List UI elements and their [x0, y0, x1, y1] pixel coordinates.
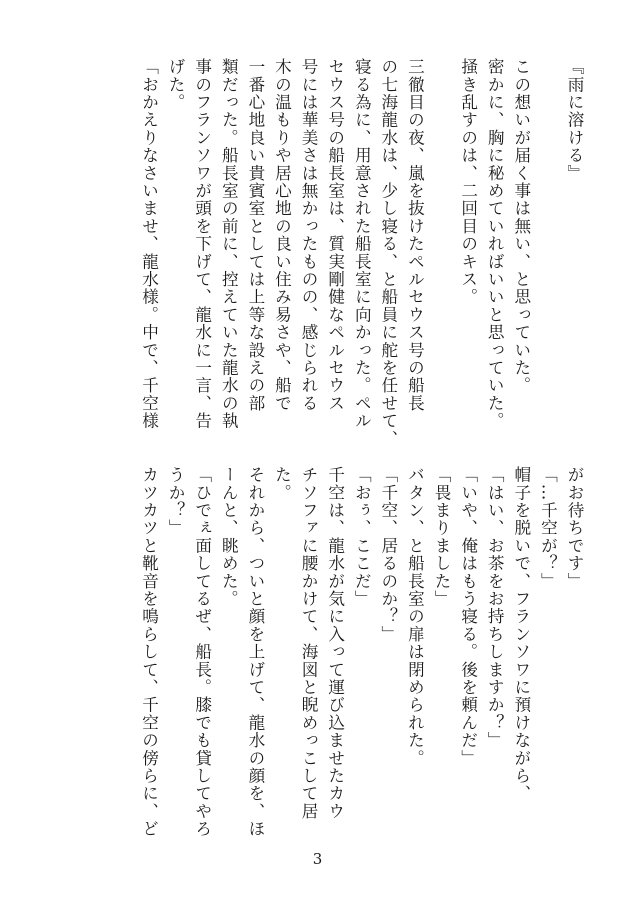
text-line: た。: [272, 466, 292, 502]
text-line: 「はい、お茶をお持ちしますか？」: [485, 466, 505, 750]
text-line: 「畏まりました」: [432, 466, 452, 608]
text-line: カツカツと靴音を鳴らして、千空の傍らに、ど: [139, 466, 159, 838]
text-line: 「いや、俺はもう寝る。後を頼んだ」: [458, 466, 478, 767]
text-column-top-tier: [135, 58, 587, 447]
text-line: 三徹目の夜、嵐を抜けたペルセウス号の船長: [405, 58, 425, 412]
text-column-bottom-tier: [135, 466, 587, 838]
text-line: 「ひでぇ面してるぜ、船長。膝でも貸してやろ: [192, 466, 212, 838]
text-line: 一番心地良い貴賓室としては上等な設えの部: [245, 58, 265, 412]
text-line: 寝る為に、用意された船長室に向かった。ペル: [352, 58, 372, 430]
text-line: 「おかえりなさいませ、龍水様。中で、千空様: [139, 58, 159, 430]
text-line: の七海龍水は、少し寝る、と船員に舵を任せて、: [378, 58, 398, 448]
text-line: 帽子を脱いで、フランソワに預けながら、: [511, 466, 531, 803]
text-line: げた。: [166, 58, 186, 112]
text-line: 号には華美さは無かったものの、感じられる: [299, 58, 319, 412]
text-line: 類だった。船長室の前に、控えていた龍水の執: [219, 58, 239, 430]
text-line: がお待ちです」: [565, 466, 584, 590]
text-line: チソファに腰かけて、海図と睨めっこして居: [299, 466, 319, 820]
text-line: 『雨に溶ける』: [565, 58, 584, 182]
text-line: 密かに、胸に秘めていればいいと思っていた。: [485, 58, 505, 430]
text-line: セウス号の船長室は、質実剛健なペルセウス: [325, 58, 345, 412]
text-line: 「…千空が？」: [538, 466, 558, 590]
text-line: この想いが届く事は無い、と思っていた。: [511, 58, 531, 395]
text-line: うか？」: [166, 466, 186, 537]
text-line: 掻き乱すのは、二回目のキス。: [458, 58, 478, 306]
text-line: バタン、と船長室の扉は閉められた。: [405, 466, 425, 767]
text-line: 千空は、龍水が気に入って運び込ませたカウ: [325, 466, 345, 820]
text-line: 「千空、居るのか？」: [378, 466, 398, 643]
text-line: ーんと、眺めた。: [219, 466, 239, 608]
text-line: それから、ついと顔を上げて、龍水の顔を、ほ: [245, 466, 265, 838]
text-line: 「おぅ、ここだ」: [352, 466, 372, 608]
paragraph-gap: [534, 58, 561, 447]
text-line: 木の温もりや居心地の良い住み易さや、船で: [272, 58, 292, 412]
text-line: 事のフランソワが頭を下げて、龍水に一言、告: [192, 58, 212, 430]
paragraph-gap: [427, 58, 454, 447]
page-number: 3: [312, 850, 323, 868]
